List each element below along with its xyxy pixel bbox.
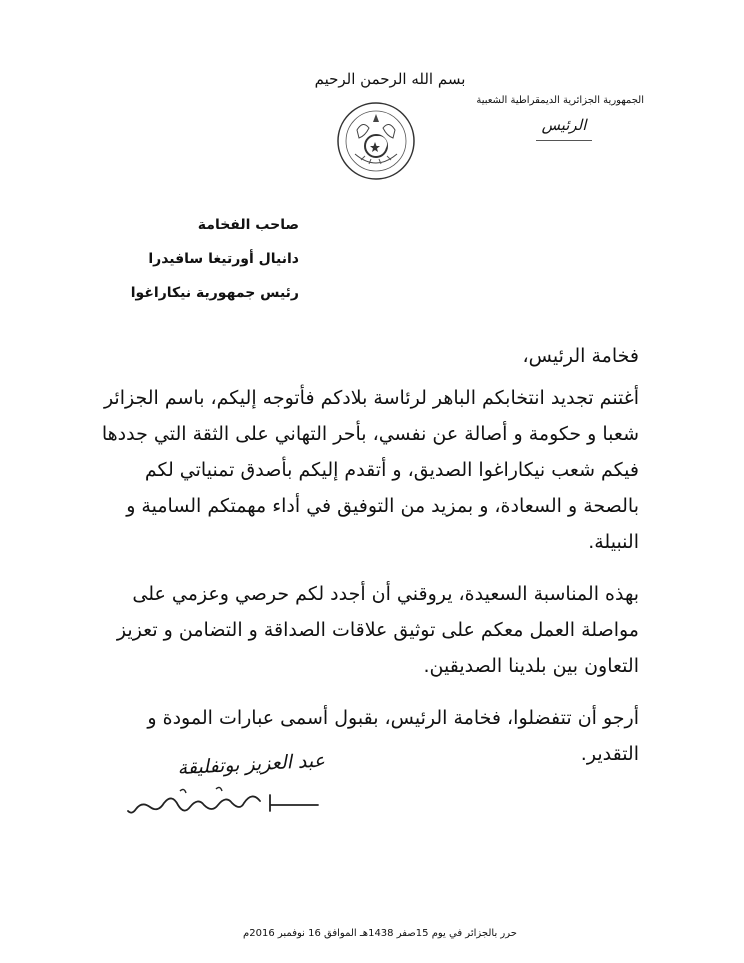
date-footer: حرر بالجزائر في يوم 15صفر 1438هـ الموافق 16 نوفمبر 2016م [243, 928, 517, 939]
republic-name: الجمهورية الجزائرية الديمقراطية الشعبية [476, 95, 644, 106]
letter-body [99, 338, 639, 788]
addressee-block [39, 208, 299, 310]
paragraph-congratulations: أغتنم تجديد انتخابكم الباهر لرئاسة بلادكم فأتوجه إليكم، باسم الجزائر شعبا و حكومة و أصالة عن نفسي، بأحر التهاني على الثقة التي جددها فيكم شعب نيكاراغوا الصديق، و أتقدم إليكم بأصدق تمنياتي لكم بالصحة و السعادة، و بمزيد من التوفيق في أداء مهمتكم السامية و النبيلة. [101, 387, 639, 553]
letterhead-divider [536, 140, 592, 141]
office-title: الرئيس [541, 116, 587, 134]
letterhead [476, 95, 644, 141]
addressee-honorific: صاحب الفخامة [197, 217, 299, 233]
addressee-title: رئيس جمهورية نيكاراغوا [130, 285, 299, 301]
signature-block [115, 749, 326, 833]
paragraph-cooperation: بهذه المناسبة السعيدة، يروقني أن أجدد لكم حرصي وعزمي على مواصلة العمل معكم على توثيق علاقات الصداقة و التضامن و تعزيز التعاون بين بلدينا الصديقين. [116, 583, 639, 677]
signatory-name: عبد العزيز بوتفليقة [177, 749, 326, 780]
paragraph-closing: أرجو أن تتفضلوا، فخامة الرئيس، بقبول أسمى عبارات المودة و التقدير. [147, 707, 639, 765]
basmala: بسم الله الرحمن الرحيم [314, 70, 466, 88]
handwritten-signature-icon [120, 781, 325, 829]
emblem-icon [335, 100, 417, 182]
addressee-name: دانيال أورتيغا سافيدرا [148, 251, 299, 267]
salutation: فخامة الرئيس، [522, 345, 639, 367]
